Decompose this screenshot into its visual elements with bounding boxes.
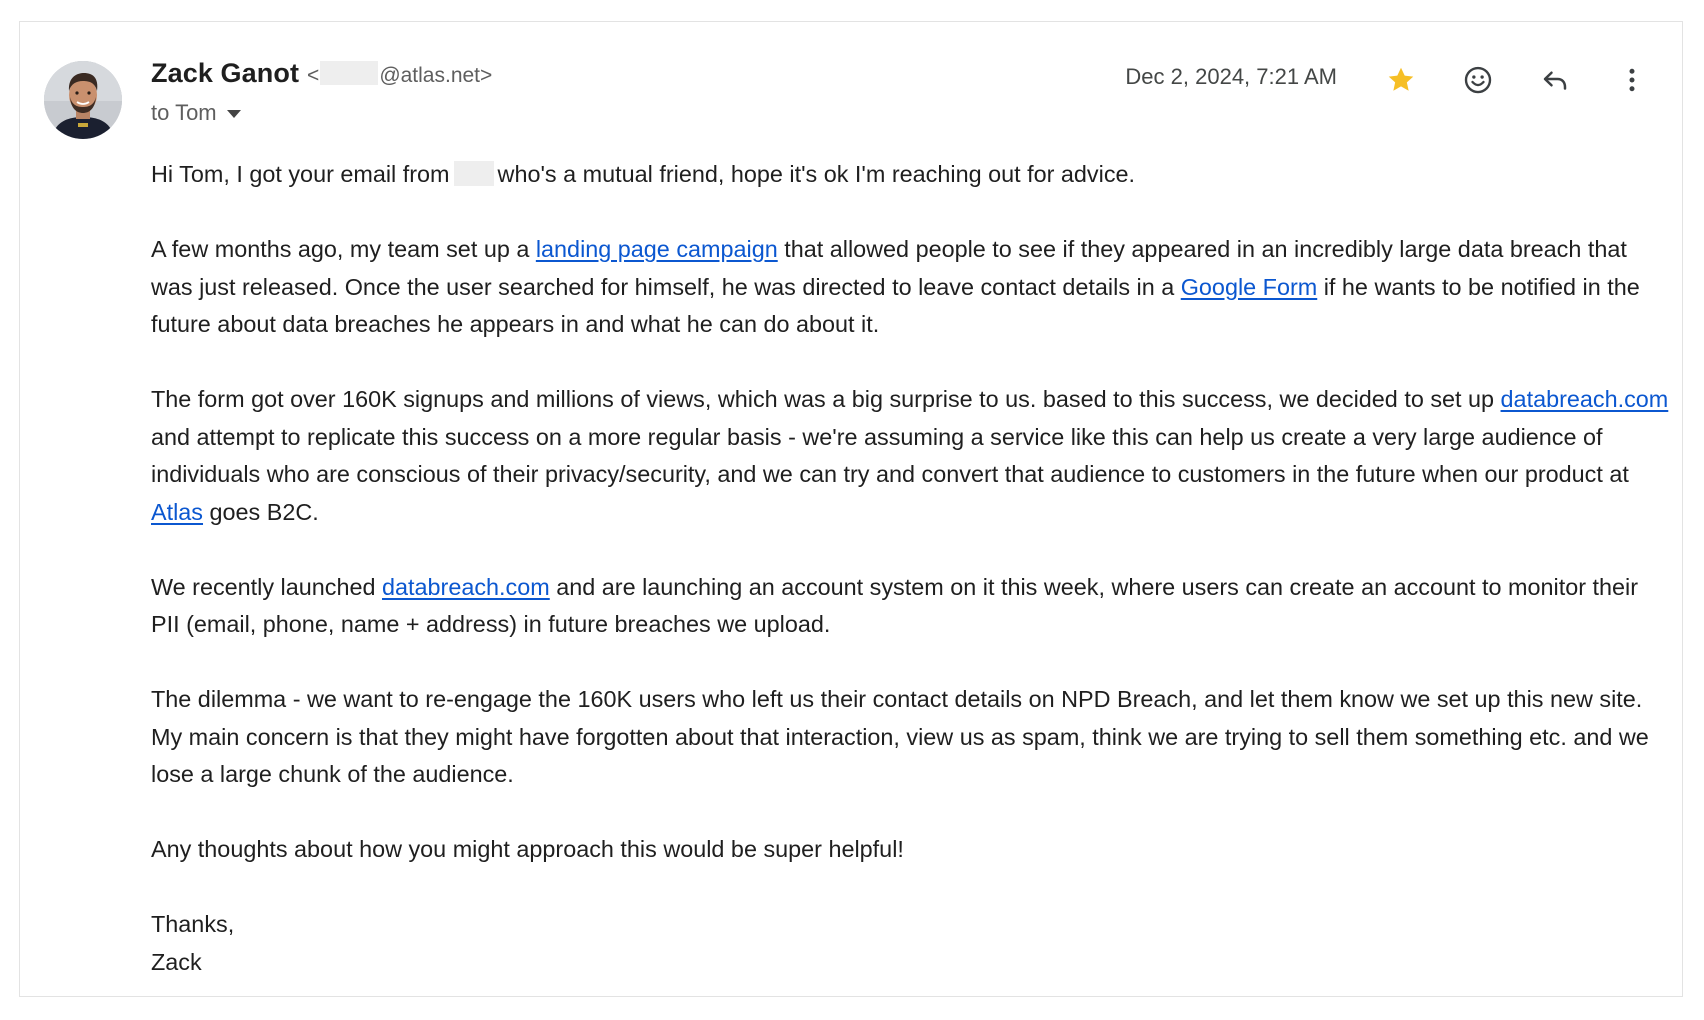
- message-date: Dec 2, 2024, 7:21 AM: [1125, 64, 1337, 89]
- more-options-button[interactable]: [1610, 58, 1654, 102]
- signups-text-1: The form got over 160K signups and millions of views, which was a big surprise to us. based to this success, we decided to set up: [151, 386, 1501, 412]
- email-message-card: [19, 21, 1683, 997]
- signature-name: Zack: [151, 948, 202, 975]
- emoji-icon: [1463, 65, 1493, 95]
- signups-text-3: goes B2C.: [203, 498, 319, 525]
- greeting-text-start: Hi Tom, I got your email from: [151, 161, 450, 187]
- email-open-bracket: <: [307, 64, 320, 87]
- reply-icon: [1540, 65, 1570, 95]
- launch-text-2: and are launching an account system on it this week, where users can create an account to monitor their PII (email, phone, name + address) in future breaches we upload.: [151, 573, 1639, 637]
- sender-name[interactable]: Zack Ganot: [151, 58, 300, 88]
- message-body: [151, 156, 1671, 981]
- campaign-text-2: that allowed people to see if they appeared in an incredibly large data breach that was just released. Once the user searched for himself, he was directed to leave contact details in a: [151, 236, 1627, 300]
- landing-page-campaign-link[interactable]: landing page campaign: [535, 236, 778, 262]
- avatar-photo: [44, 61, 122, 139]
- databreach-link[interactable]: databreach.com: [1500, 386, 1669, 412]
- sender-line: [151, 58, 492, 94]
- paragraph-greeting: [151, 156, 1671, 194]
- campaign-text-3: if he wants to be notified in the future about data breaches he appears in and what he can do about it.: [151, 273, 1640, 337]
- avatar[interactable]: [44, 61, 122, 139]
- greeting-text-end: who's a mutual friend, hope it's ok I'm reaching out for advice.: [497, 161, 1136, 187]
- star-icon: [1386, 65, 1416, 95]
- more-vert-icon: [1617, 65, 1647, 95]
- caret-down-icon[interactable]: [227, 110, 241, 118]
- atlas-link[interactable]: Atlas: [151, 498, 204, 525]
- paragraph-dilemma: The dilemma - we want to re-engage the 160K users who left us their contact details on NPD Breach, and let them know we set up this new site. My main concern is that they might have forgotten about that interaction, view us as spam, think we are trying to sell them something etc. and we lose a large chunk of the audience.: [151, 686, 1649, 787]
- redacted-name: [454, 161, 494, 186]
- redacted-email-user: [320, 61, 378, 85]
- paragraph-signups: [151, 381, 1671, 531]
- campaign-text-1: A few months ago, my team set up a: [151, 236, 536, 262]
- paragraph-campaign: [151, 231, 1671, 344]
- google-form-link[interactable]: Google Form: [1180, 273, 1318, 300]
- recipients-toggle[interactable]: [151, 100, 241, 126]
- message-header: [151, 58, 1662, 138]
- recipients-label: to Tom: [151, 100, 217, 125]
- email-domain: @atlas.net>: [379, 64, 493, 87]
- databreach-link-2[interactable]: databreach.com: [382, 573, 550, 600]
- star-button[interactable]: [1379, 58, 1423, 102]
- paragraph-request: Any thoughts about how you might approach this would be super helpful!: [151, 836, 904, 862]
- signups-text-2: and attempt to replicate this success on a more regular basis - we're assuming a service like this can help us create a very large audience of individuals who are conscious of their privacy/security, and we can try and convert that audience to customers in the future when our product at: [151, 423, 1629, 487]
- sender-email[interactable]: [307, 58, 492, 88]
- add-reaction-button[interactable]: [1456, 58, 1500, 102]
- signature-thanks: Thanks,: [151, 911, 235, 937]
- launch-text-1: We recently launched: [151, 573, 383, 600]
- reply-button[interactable]: [1533, 58, 1577, 102]
- paragraph-launch: [151, 569, 1671, 644]
